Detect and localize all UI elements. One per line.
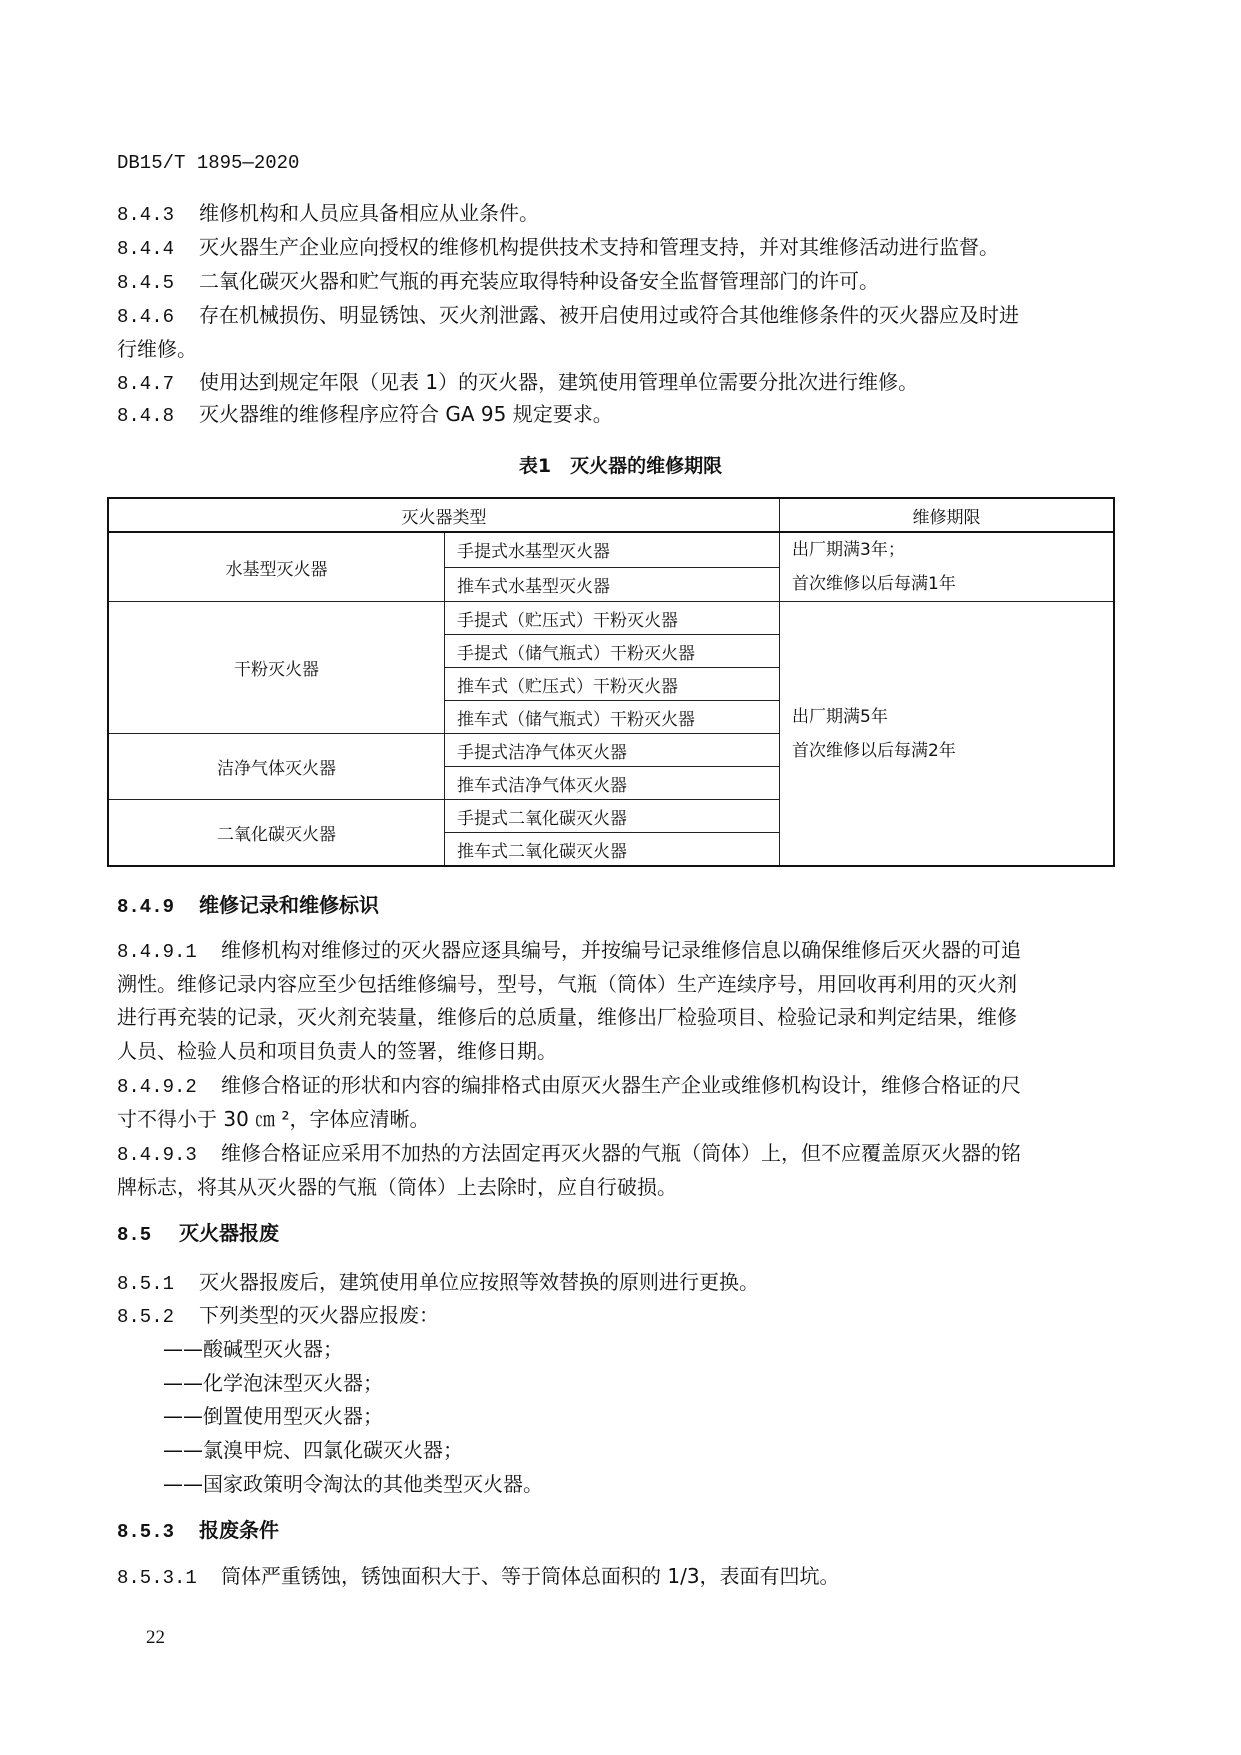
- item-name: 推车式（贮压式）干粉灭火器: [445, 668, 780, 701]
- section-8-5-heading: [117, 1221, 279, 1245]
- clause-8-4-9-1-line: 进行再充装的记录，灭火剂充装量，维修后的总质量，维修出厂检验项目、检验记录和判定结果，维修: [117, 1005, 1017, 1029]
- table-row: [108, 602, 1114, 635]
- clause-number: 8.4.4: [117, 238, 175, 260]
- item-name: 手提式洁净气体灭火器: [445, 734, 780, 767]
- clause-8-4-5: [117, 269, 879, 293]
- list-item: ——化学泡沫型灭火器；: [163, 1371, 383, 1395]
- clause-text: 下列类型的灭火器应报废：: [199, 1303, 439, 1327]
- table-header-row: [108, 498, 1114, 532]
- item-name: 推车式二氧化碳灭火器: [445, 833, 780, 867]
- clause-text: 二氧化碳灭火器和贮气瓶的再充装应取得特种设备安全监督管理部门的许可。: [199, 269, 879, 293]
- clause-text: 存在机械损伤、明显锈蚀、灭火剂泄露、被开启使用过或符合其他维修条件的灭火器应及时进: [199, 303, 1019, 327]
- clause-text: 维修合格证应采用不加热的方法固定再灭火器的气瓶（筒体）上，但不应覆盖原灭火器的铭: [221, 1141, 1021, 1165]
- list-item: ——氯溴甲烷、四氯化碳灭火器；: [163, 1438, 463, 1462]
- clause-text: 灭火器报废后，建筑使用单位应按照等效替换的原则进行更换。: [199, 1270, 759, 1294]
- clause-8-4-9-1-line: 溯性。维修记录内容应至少包括维修编号，型号，气瓶（筒体）生产连续序号，用回收再利用的灭火剂: [117, 972, 1017, 996]
- clause-number: 8.5: [117, 1224, 152, 1246]
- clause-8-4-8: [117, 402, 613, 426]
- clause-number: 8.4.5: [117, 272, 175, 294]
- clause-text: 筒体严重锈蚀，锈蚀面积大于、等于筒体总面积的 1/3，表面有凹坑。: [221, 1564, 840, 1588]
- period-line: 首次维修以后每满1年: [792, 574, 956, 594]
- item-name: 推车式（储气瓶式）干粉灭火器: [445, 701, 780, 734]
- item-name: 手提式（贮压式）干粉灭火器: [445, 602, 780, 635]
- clause-8-4-9-2-line: 寸不得小于 30 ㎝ ²，字体应清晰。: [117, 1107, 430, 1131]
- page-number: 22: [146, 1627, 165, 1648]
- clause-8-4-9-3: [117, 1141, 1021, 1165]
- clause-8-4-3: [117, 201, 539, 225]
- document-code-header: DB15/T 1895—2020: [117, 152, 300, 174]
- header-maintenance-period: 维修期限: [780, 498, 1115, 532]
- clause-text: 维修机构对维修过的灭火器应逐具编号，并按编号记录维修信息以确保维修后灭火器的可追: [221, 938, 1021, 962]
- table-row: [108, 532, 1114, 567]
- clause-number: 8.4.3: [117, 204, 175, 226]
- item-name: 推车式水基型灭火器: [445, 567, 780, 602]
- item-name: 手提式（储气瓶式）干粉灭火器: [445, 635, 780, 668]
- header-extinguisher-type: 灭火器类型: [108, 498, 780, 532]
- section-title: 维修记录和维修标识: [199, 893, 379, 917]
- clause-8-4-9-1-line: 人员、检验人员和项目负责人的签署，维修日期。: [117, 1039, 557, 1063]
- section-title: 灭火器报废: [179, 1221, 279, 1245]
- clause-8-5-1: [117, 1270, 759, 1294]
- table-title: 表1 灭火器的维修期限: [518, 455, 723, 477]
- section-8-5-3-heading: [117, 1518, 279, 1542]
- clause-text: 灭火器维的维修程序应符合 GA 95 规定要求。: [199, 402, 613, 426]
- clause-8-5-3-1: [117, 1564, 840, 1588]
- period-cell: [780, 602, 1115, 867]
- list-item: ——倒置使用型灭火器；: [163, 1404, 383, 1428]
- clause-number: 8.4.8: [117, 405, 175, 427]
- clause-number: 8.4.9.3: [117, 1144, 197, 1166]
- group-name: 二氧化碳灭火器: [108, 800, 445, 867]
- clause-number: 8.5.3.1: [117, 1567, 197, 1589]
- group-name: 洁净气体灭火器: [108, 734, 445, 800]
- period-line: 首次维修以后每满2年: [792, 740, 956, 761]
- clause-8-4-9-2: [117, 1073, 1021, 1097]
- group-name: 干粉灭火器: [108, 602, 445, 734]
- section-8-4-9-heading: [117, 893, 379, 917]
- clause-8-4-7: [117, 370, 918, 394]
- clause-text: 灭火器生产企业应向授权的维修机构提供技术支持和管理支持，并对其维修活动进行监督。: [199, 235, 999, 259]
- list-item: ——国家政策明令淘汰的其他类型灭火器。: [163, 1472, 543, 1496]
- clause-8-4-4: [117, 235, 999, 259]
- clause-text: 维修机构和人员应具备相应从业条件。: [199, 201, 539, 225]
- item-name: 推车式洁净气体灭火器: [445, 767, 780, 800]
- clause-8-4-6-continued: 行维修。: [117, 337, 197, 361]
- clause-number: 8.4.9.1: [117, 941, 197, 963]
- section-title: 报废条件: [199, 1518, 279, 1542]
- clause-number: 8.4.7: [117, 373, 175, 395]
- clause-text: 使用达到规定年限（见表 1）的灭火器，建筑使用管理单位需要分批次进行维修。: [199, 370, 919, 394]
- clause-8-4-6: [117, 303, 1019, 327]
- clause-8-4-9-1: [117, 938, 1021, 962]
- clause-number: 8.4.9.2: [117, 1076, 197, 1098]
- clause-number: 8.4.9: [117, 896, 175, 918]
- clause-8-4-9-3-line: 牌标志，将其从灭火器的气瓶（筒体）上去除时，应自行破损。: [117, 1175, 677, 1199]
- period-line: 出厂期满5年: [792, 706, 888, 727]
- clause-text: 维修合格证的形状和内容的编排格式由原灭火器生产企业或维修机构设计，维修合格证的尺: [221, 1073, 1021, 1097]
- group-name: 水基型灭火器: [108, 532, 445, 602]
- period-cell: [780, 532, 1115, 602]
- list-item: ——酸碱型灭火器；: [163, 1337, 343, 1361]
- period-line: 出厂期满3年；: [792, 540, 905, 560]
- item-name: 手提式水基型灭火器: [445, 532, 780, 567]
- clause-number: 8.5.3: [117, 1521, 175, 1543]
- clause-number: 8.4.6: [117, 306, 175, 328]
- clause-8-5-2: [117, 1303, 439, 1327]
- item-name: 手提式二氧化碳灭火器: [445, 800, 780, 833]
- clause-number: 8.5.2: [117, 1306, 175, 1328]
- maintenance-period-table: [107, 497, 1115, 867]
- clause-number: 8.5.1: [117, 1273, 175, 1295]
